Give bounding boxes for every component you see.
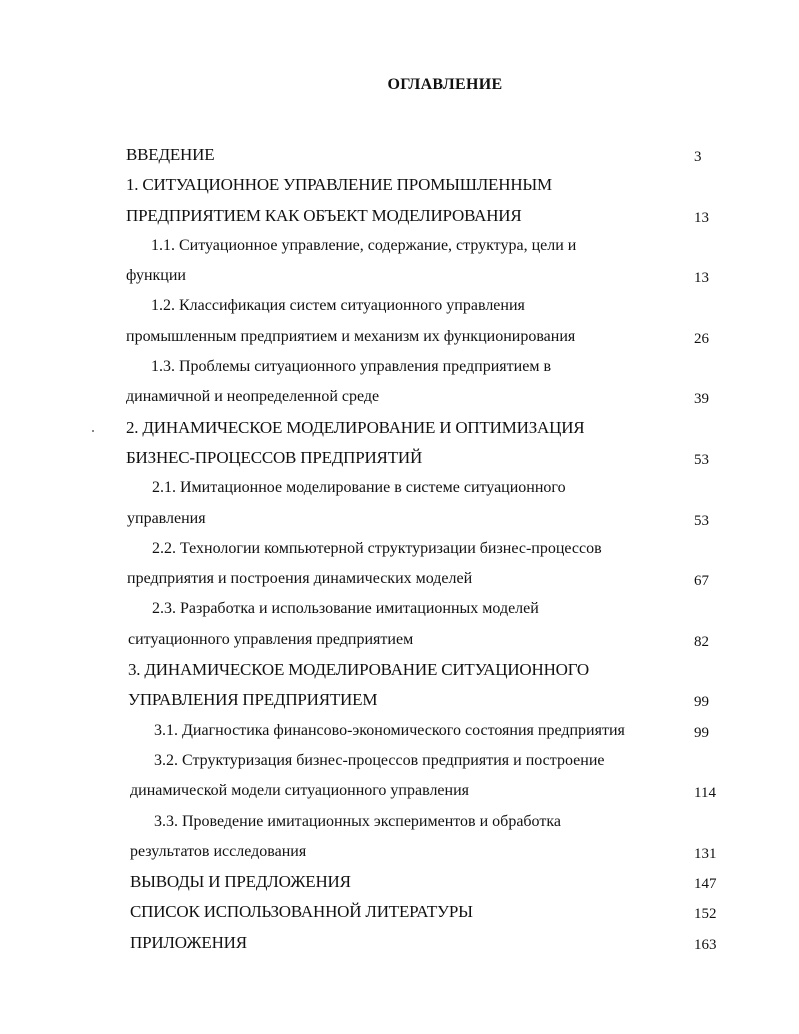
toc-entry bbox=[0, 779, 799, 809]
toc-entry-text: 3.1. Диагностика финансово-экономического состояния предприятия bbox=[154, 721, 625, 739]
toc-entry-text: предприятия и построения динамических моделей bbox=[127, 570, 473, 588]
toc-entry bbox=[0, 264, 799, 294]
toc-entry-page: 152 bbox=[694, 906, 717, 923]
toc-entry bbox=[0, 870, 799, 900]
toc-entry-page: 99 bbox=[694, 694, 709, 711]
toc-entry-text: 1. СИТУАЦИОННОЕ УПРАВЛЕНИЕ ПРОМЫШЛЕННЫМ bbox=[126, 175, 552, 195]
toc-entry-text: 3.2. Структуризация бизнес-процессов предприятия и построение bbox=[154, 751, 605, 769]
toc-entry-text: УПРАВЛЕНИЯ ПРЕДПРИЯТИЕМ bbox=[128, 690, 378, 710]
toc-entry-text: ВЫВОДЫ И ПРЕДЛОЖЕНИЯ bbox=[130, 872, 351, 892]
toc-entry bbox=[0, 173, 799, 203]
toc-entry-text: ПРЕДПРИЯТИЕМ КАК ОБЪЕКТ МОДЕЛИРОВАНИЯ bbox=[126, 205, 522, 225]
table-of-contents bbox=[0, 143, 799, 961]
toc-entry bbox=[0, 597, 799, 627]
toc-entry-text: результатов исследования bbox=[130, 842, 307, 860]
toc-entry-page: 13 bbox=[694, 209, 709, 226]
toc-entry bbox=[0, 476, 799, 506]
toc-entry-page: 147 bbox=[694, 876, 717, 893]
toc-entry-page: 3 bbox=[694, 149, 702, 165]
toc-entry bbox=[0, 658, 799, 688]
toc-entry bbox=[0, 385, 799, 415]
toc-title: ОГЛАВЛЕНИЕ bbox=[387, 76, 503, 93]
toc-entry-page: 99 bbox=[694, 724, 709, 741]
toc-entry-page: 131 bbox=[694, 845, 717, 862]
toc-entry-text: функции bbox=[126, 267, 186, 285]
toc-entry-page: 67 bbox=[694, 573, 709, 590]
toc-entry bbox=[0, 840, 799, 870]
toc-entry bbox=[0, 688, 799, 718]
toc-entry bbox=[0, 416, 799, 446]
toc-entry bbox=[0, 507, 799, 537]
toc-entry-text: 1.3. Проблемы ситуационного управления предприятием в bbox=[151, 358, 551, 376]
toc-entry bbox=[0, 537, 799, 567]
toc-entry-text: динамичной и неопределенной среде bbox=[126, 388, 380, 406]
toc-entry bbox=[0, 446, 799, 476]
toc-entry-page: 39 bbox=[694, 391, 709, 408]
toc-entry bbox=[0, 749, 799, 779]
toc-entry-text: ситуационного управления предприятием bbox=[128, 630, 414, 648]
toc-entry bbox=[0, 143, 799, 173]
toc-entry bbox=[0, 204, 799, 234]
toc-entry bbox=[0, 355, 799, 385]
toc-entry bbox=[0, 628, 799, 658]
toc-entry-text: 2.3. Разработка и использование имитационных моделей bbox=[152, 600, 539, 618]
toc-entry-text: 1.1. Ситуационное управление, содержание, структура, цели и bbox=[151, 236, 577, 254]
toc-entry bbox=[0, 900, 799, 930]
toc-entry bbox=[0, 294, 799, 324]
scan-speck bbox=[92, 430, 94, 432]
toc-entry-page: 13 bbox=[694, 270, 709, 287]
toc-entry-text: динамической модели ситуационного управления bbox=[130, 782, 470, 800]
toc-entry-page: 53 bbox=[694, 451, 709, 468]
toc-entry-text: СПИСОК ИСПОЛЬЗОВАННОЙ ЛИТЕРАТУРЫ bbox=[130, 902, 473, 922]
toc-entry bbox=[0, 810, 799, 840]
toc-entry-page: 82 bbox=[694, 633, 709, 650]
toc-entry-text: БИЗНЕС-ПРОЦЕССОВ ПРЕДПРИЯТИЙ bbox=[126, 447, 423, 467]
toc-entry-text: 2.2. Технологии компьютерной структуризации бизнес-процессов bbox=[152, 539, 602, 557]
toc-entry bbox=[0, 567, 799, 597]
toc-entry-page: 114 bbox=[694, 785, 716, 802]
toc-entry-page: 53 bbox=[694, 512, 709, 529]
toc-entry-text: ВВЕДЕНИЕ bbox=[126, 145, 215, 164]
toc-entry-text: 3.3. Проведение имитационных экспериментов и обработка bbox=[154, 812, 561, 830]
toc-entry bbox=[0, 719, 799, 749]
toc-entry-text: промышленным предприятием и механизм их функционирования bbox=[126, 327, 576, 345]
toc-entry-page: 26 bbox=[694, 330, 709, 347]
toc-entry bbox=[0, 234, 799, 264]
toc-entry-text: 1.2. Классификация систем ситуационного управления bbox=[151, 297, 525, 315]
toc-entry bbox=[0, 325, 799, 355]
toc-entry-text: 2. ДИНАМИЧЕСКОЕ МОДЕЛИРОВАНИЕ И ОПТИМИЗАЦИЯ bbox=[126, 417, 585, 437]
toc-entry bbox=[0, 931, 799, 961]
toc-entry-text: 3. ДИНАМИЧЕСКОЕ МОДЕЛИРОВАНИЕ СИТУАЦИОННОГО bbox=[128, 660, 590, 680]
toc-entry-page: 163 bbox=[694, 936, 717, 953]
toc-entry-text: управления bbox=[127, 509, 206, 527]
toc-entry-text: 2.1. Имитационное моделирование в системе ситуационного bbox=[152, 479, 566, 497]
toc-entry-text: ПРИЛОЖЕНИЯ bbox=[130, 932, 247, 952]
